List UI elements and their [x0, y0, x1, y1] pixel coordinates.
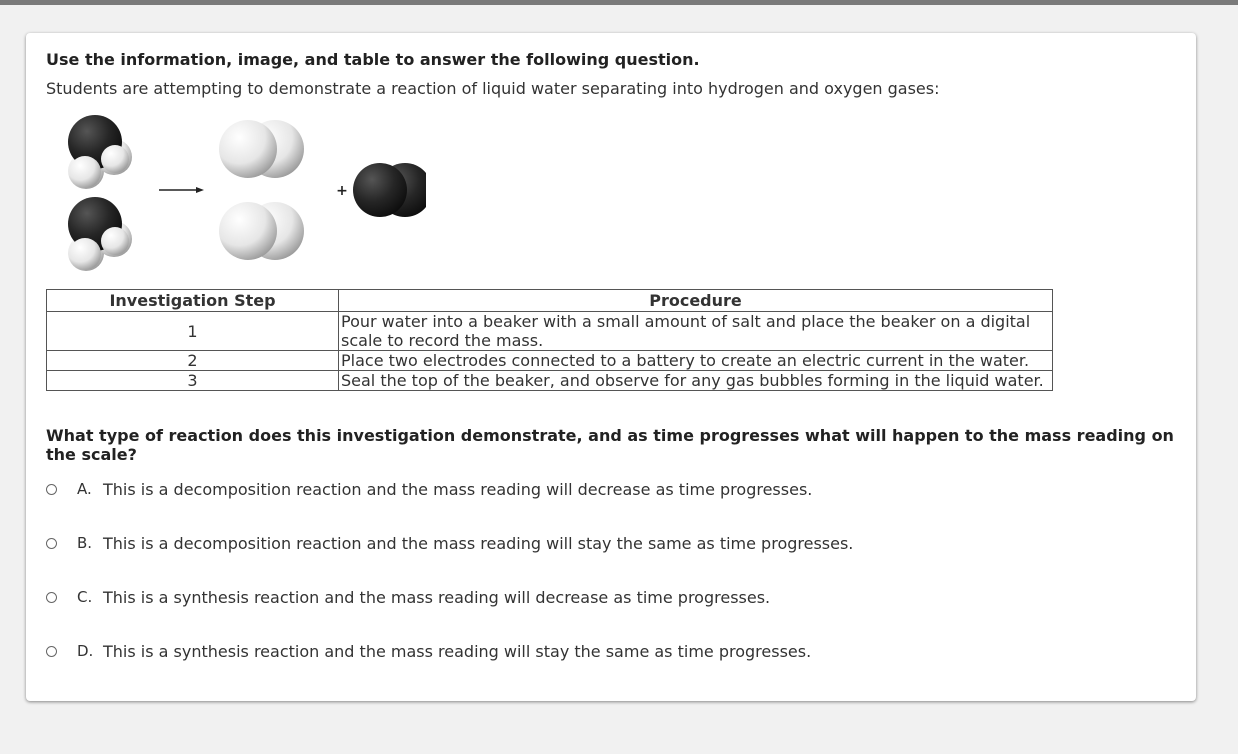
radio-button-d[interactable]: [46, 646, 57, 657]
plus-sign: +: [336, 183, 348, 199]
column-header-step: Investigation Step: [47, 290, 339, 312]
water-molecule-1: [68, 115, 132, 189]
table-row: [47, 351, 1053, 371]
procedure-text: Pour water into a beaker with a small amount of salt and place the beaker on a digital scale to record the mass.: [339, 312, 1053, 351]
top-bar: [0, 0, 1238, 5]
column-header-procedure: Procedure: [339, 290, 1053, 312]
hydrogen-molecule-2: [219, 202, 304, 260]
step-number: 2: [47, 351, 339, 371]
procedure-text: Seal the top of the beaker, and observe for any gas bubbles forming in the liquid water.: [339, 371, 1053, 391]
option-text: This is a decomposition reaction and the mass reading will decrease as time progresses.: [103, 479, 813, 499]
answer-option-b[interactable]: [46, 531, 853, 555]
reaction-arrow-icon: [159, 187, 204, 193]
oxygen-molecule: [353, 163, 426, 217]
question-card: [26, 33, 1196, 701]
option-text: This is a synthesis reaction and the mass reading will decrease as time progresses.: [103, 587, 771, 607]
question-text: What type of reaction does this investigation demonstrate, and as time progresses what will happen to the mass reading on the scale?: [46, 426, 1174, 464]
intro-text: Students are attempting to demonstrate a reaction of liquid water separating into hydrogen and oxygen gases:: [46, 79, 940, 98]
table-row: [47, 312, 1053, 351]
investigation-table: [46, 289, 1053, 391]
option-letter: D.: [77, 642, 94, 660]
procedure-text: Place two electrodes connected to a battery to create an electric current in the water.: [339, 351, 1053, 371]
table-header-row: [47, 290, 1053, 312]
answer-option-d[interactable]: [46, 639, 811, 663]
radio-button-c[interactable]: [46, 592, 57, 603]
hydrogen-molecule-1: [219, 120, 304, 178]
reaction-diagram: [66, 115, 426, 273]
answer-option-c[interactable]: [46, 585, 770, 609]
option-letter: C.: [77, 588, 93, 606]
radio-button-a[interactable]: [46, 484, 57, 495]
radio-button-b[interactable]: [46, 538, 57, 549]
instruction-text: Use the information, image, and table to answer the following question.: [46, 50, 700, 69]
option-text: This is a synthesis reaction and the mass reading will stay the same as time progresses.: [103, 641, 812, 661]
answer-option-a[interactable]: [46, 477, 812, 501]
table-row: [47, 371, 1053, 391]
water-molecule-2: [68, 197, 132, 271]
option-text: This is a decomposition reaction and the mass reading will stay the same as time progresses.: [103, 533, 854, 553]
step-number: 3: [47, 371, 339, 391]
step-number: 1: [47, 312, 339, 351]
option-letter: A.: [77, 480, 92, 498]
option-letter: B.: [77, 534, 93, 552]
